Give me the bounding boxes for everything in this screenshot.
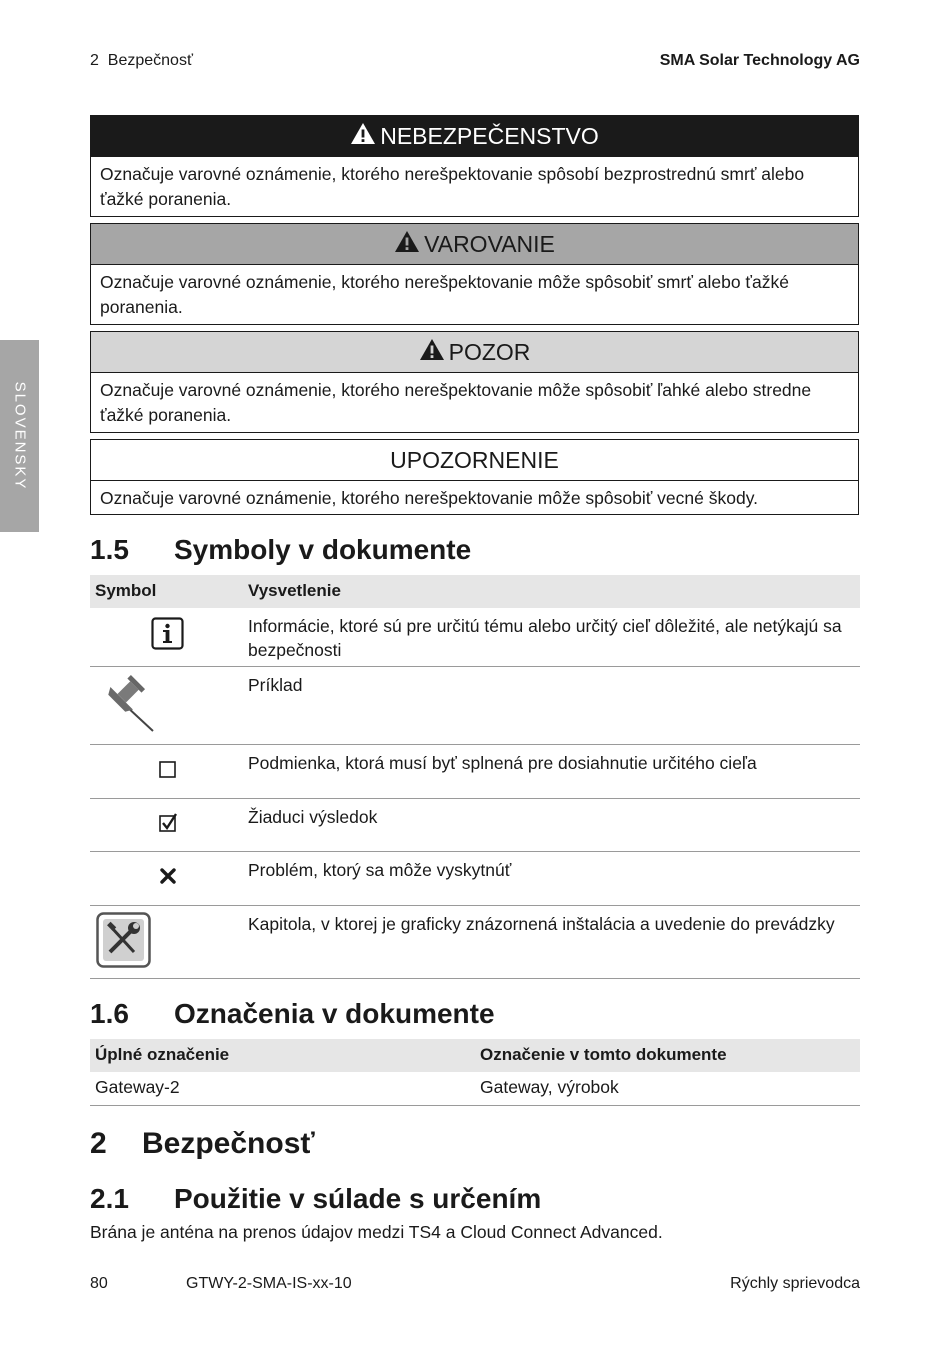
table-cell: Gateway, výrobok	[480, 1077, 619, 1097]
notice-danger-title: NEBEZPEČENSTVO	[380, 122, 599, 149]
checkbox-empty-icon	[159, 761, 176, 783]
notice-warning-header	[91, 224, 858, 265]
notice-warning	[90, 223, 859, 325]
pushpin-icon	[95, 673, 155, 738]
section-number: 1.6	[90, 998, 129, 1029]
table-row	[90, 906, 860, 979]
section-1-6-heading	[90, 998, 495, 1030]
language-tab-label: SLOVENSKY	[11, 381, 28, 491]
column-header-short-name: Označenie v tomto dokumente	[480, 1045, 727, 1064]
notice-caution	[90, 331, 859, 433]
table-row	[90, 608, 860, 667]
section-1-5-heading	[90, 534, 471, 566]
notice-notice-header	[91, 440, 858, 481]
table-header-row	[90, 1039, 860, 1072]
notice-notice-text: Označuje varovné oznámenie, ktorého nerešpektovanie môže spôsobiť vecné škody.	[100, 488, 759, 508]
warning-triangle-icon	[394, 230, 420, 259]
table-row	[90, 799, 860, 852]
document-code: GTWY-2-SMA-IS-xx-10	[186, 1275, 352, 1292]
info-icon	[151, 617, 184, 655]
section-title: Použitie v súlade s určením	[174, 1183, 542, 1214]
symbol-description: Informácie, ktoré sú pre určitú tému alebo určitý cieľ dôležité, ale netýkajú sa bezpečnosti	[248, 616, 842, 660]
column-header-symbol: Symbol	[95, 581, 157, 600]
column-header-full-name: Úplné označenie	[95, 1045, 230, 1064]
language-tab	[0, 340, 39, 532]
tools-icon	[96, 912, 151, 973]
symbol-description: Problém, ktorý sa môže vyskytnúť	[248, 860, 512, 880]
notice-caution-title: POZOR	[448, 338, 531, 365]
notice-warning-text: Označuje varovné oznámenie, ktorého nerešpektovanie môže spôsobiť smrť alebo ťažké poranenia.	[100, 272, 789, 317]
section-number: 2	[90, 1127, 107, 1160]
notice-caution-header	[91, 332, 858, 373]
section-title: Symboly v dokumente	[174, 534, 472, 565]
notice-danger	[90, 115, 859, 217]
symbol-description: Žiaduci výsledok	[248, 807, 378, 827]
notice-danger-text: Označuje varovné oznámenie, ktorého nerešpektovanie spôsobí bezprostrednú smrť alebo ťažké poranenia.	[100, 164, 805, 209]
checkbox-checked-icon	[159, 813, 178, 837]
notice-notice	[90, 439, 859, 515]
table-row	[90, 852, 860, 906]
notice-notice-title: UPOZORNENIE	[390, 446, 559, 473]
section-2-heading	[90, 1127, 315, 1161]
cross-icon	[160, 868, 176, 889]
notice-danger-header	[91, 116, 858, 157]
table-row	[90, 667, 860, 745]
symbol-description: Podmienka, ktorá musí byť splnená pre dosiahnutie určitého cieľa	[248, 753, 757, 773]
header-company: SMA Solar Technology AG	[659, 52, 860, 69]
section-2-1-heading	[90, 1183, 541, 1215]
section-number: 1.5	[90, 534, 129, 565]
table-row	[90, 745, 860, 799]
warning-triangle-icon	[419, 338, 445, 367]
table-row	[90, 1072, 860, 1106]
section-title: Označenia v dokumente	[174, 998, 495, 1029]
section-title: Bezpečnosť	[142, 1127, 315, 1160]
notice-warning-title: VAROVANIE	[424, 230, 555, 257]
symbols-table	[90, 575, 860, 979]
warning-triangle-icon	[350, 122, 376, 151]
table-cell: Gateway-2	[95, 1077, 180, 1097]
notice-caution-text: Označuje varovné oznámenie, ktorého nerešpektovanie môže spôsobiť ľahké alebo stredne ťažké poranenia.	[100, 380, 812, 425]
column-header-explanation: Vysvetlenie	[248, 581, 341, 600]
page-number: 80	[90, 1275, 108, 1292]
designations-table	[90, 1039, 860, 1106]
header-chapter: 2 Bezpečnosť	[90, 52, 193, 69]
section-number: 2.1	[90, 1183, 129, 1214]
section-2-1-text: Brána je anténa na prenos údajov medzi TS4 a Cloud Connect Advanced.	[90, 1222, 663, 1242]
table-header-row	[90, 575, 860, 608]
document-type: Rýchly sprievodca	[730, 1275, 860, 1292]
symbol-description: Kapitola, v ktorej je graficky znázornená inštalácia a uvedenie do prevádzky	[248, 914, 835, 934]
symbol-description: Príklad	[248, 675, 303, 695]
